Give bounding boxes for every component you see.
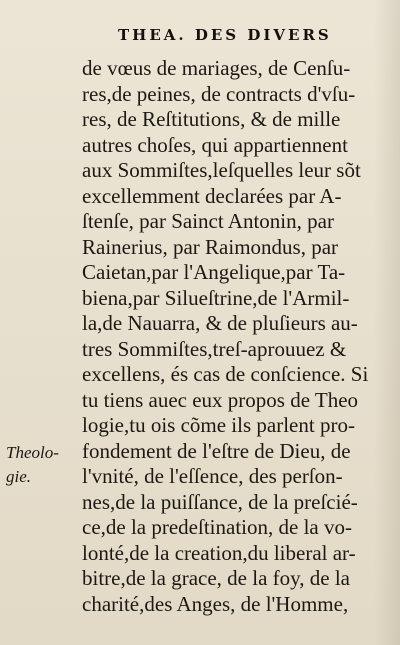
text-line: Caietan,par l'Angelique,par Ta- (82, 260, 346, 284)
text-line: excellemment declarées par A- (82, 183, 342, 208)
text-line: l'vnité, de l'eſſence, des perſon- (82, 464, 343, 488)
text-line: bitre,de la grace, de la foy, de la (82, 566, 350, 590)
text-line: aux Sommiſtes,leſquelles leur sõt (82, 158, 361, 182)
text-line: res, de Reſtitutions, & de mille (82, 107, 341, 131)
text-line: charité,des Anges, de l'Homme, (82, 591, 349, 616)
text-line: nes,de la puiſſance, de la preſcié- (82, 489, 358, 514)
text-line: de vœus de mariages, de Cenſu- (82, 56, 351, 80)
margin-note-line: Theolo- (6, 443, 59, 462)
text-line: res,de peines, de contracts d'vſu- (82, 81, 356, 106)
text-line: tu tiens auec eux propos de Theo (82, 387, 359, 412)
margin-note (6, 441, 76, 489)
text-line: fondement de l'eſtre de Dieu, de (82, 438, 351, 463)
text-line: ce,de la predeſtination, de la vo- (82, 515, 352, 539)
running-head: THEA. DES DIVERS (118, 26, 332, 44)
text-line: excellens, és cas de conſcience. Si (82, 362, 369, 386)
text-line: logie,tu ois cõme ils parlent pro- (82, 413, 355, 437)
text-line: lonté,de la creation,du liberal ar- (82, 540, 356, 565)
text-line: la,de Nauarra, & de pluſieurs au- (82, 311, 358, 335)
body-text (82, 56, 398, 617)
margin-note-line: gie. (6, 467, 32, 486)
text-line: tres Sommiſtes,treſ-aprouuez & (82, 336, 347, 361)
text-line: biena,par Silueſtrine,de l'Armil- (82, 285, 350, 310)
text-line: ſtenſe, par Sainct Antonin, par (82, 209, 334, 233)
text-line: autres choſes, qui appartiennent (82, 132, 348, 157)
text-line: Rainerius, par Raimondus, par (82, 234, 339, 259)
